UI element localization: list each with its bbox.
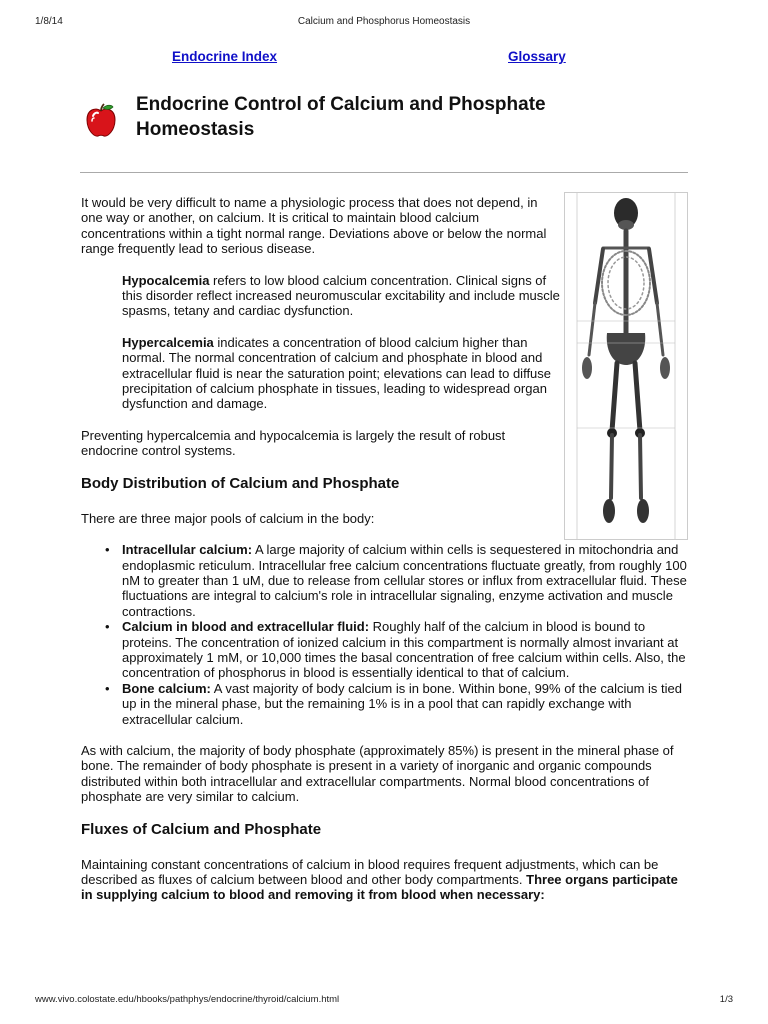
pool-text: A large majority of calcium within cells is sequestered in mitochondria and endoplasmic reticulum. Intracellular free calcium concentrations fluctuate greatly, from roughly 100 nM to greater than 1 uM, due to release from cellular stores or influx from extracellular fluid. These fluctuations are integral to calcium's role in intracellular signaling, enzyme activation and muscle contractions. [122,542,687,619]
fluxes-paragraph [81,857,689,903]
footer-url: www.vivo.colostate.edu/hbooks/pathphys/endocrine/thyroid/calcium.html [35,994,340,1005]
hypercalcemia-paragraph [122,335,562,412]
pool-text: Roughly half of the calcium in blood is bound to proteins. The concentration of ionized calcium in this compartment is normally almost invariant at approximately 1 mM, or 10,000 times the basal concentration of free calcium within cells. Also, the concentration of phosphorus in blood is essentially identical to that of calcium. [122,619,686,681]
title-divider [80,172,688,173]
hypocalcemia-term: Hypocalcemia [122,272,210,288]
fluxes-bold-text: Three organs participate in supplying calcium to blood and removing it from blood when necessary: [81,872,678,903]
intro-paragraph: It would be very difficult to name a physiologic process that does not depend, in one way or another, on calcium. It is critical to maintain blood calcium concentrations within a tight normal range. Deviations above or below the normal range frequently lead to serious disease. [81,195,547,257]
fluxes-heading: Fluxes of Calcium and Phosphate [81,820,322,838]
distribution-lead: There are three major pools of calcium in the body: [81,510,375,526]
phosphate-paragraph: As with calcium, the majority of body phosphate (approximately 85%) is present in the mineral phase of bone. The remainder of body phosphate is present in a variety of inorganic and organic compounds distributed within both intracellular and extracellular compartments. Normal blood concentrations of phosphate are very similar to calcium. [81,742,674,805]
pool-term: Calcium in blood and extracellular fluid: [122,619,370,635]
list-item: • Bone calcium: A vast majority of body calcium is in bone. Within bone, 99% of the calcium is tied up in the mineral phase, but the remaining 1% is in a pool that can rapidly exchange with extracellular calcium. [105,680,682,727]
list-item: • Calcium in blood and extracellular fluid: Roughly half of the calcium in blood is bound to proteins. The concentration of ionized calcium in this compartment is normally almost invariant at approximately 1 mM, or 10,000 times the basal concentration of free calcium within cells. Also, the concentration of phosphorus in blood is essentially identical to that of calcium. [105,619,686,681]
calcium-pools-list [81,542,689,727]
page-number: 1/3 [719,994,733,1005]
list-item: • Intracellular calcium: A large majority of calcium within cells is sequestered in mitochondria and endoplasmic reticulum. Intracellular free calcium concentrations fluctuate greatly, from roughly 100 nM to greater than 1 uM, due to release from cellular stores or influx from extracellular fluid. These fluctuations are integral to calcium's role in intracellular signaling, enzyme activation and muscle contractions. [105,542,687,619]
pool-term: Bone calcium: [122,680,211,696]
hypocalcemia-paragraph [122,273,562,319]
hypercalcemia-term: Hypercalcemia [122,334,214,350]
glossary-link[interactable]: Glossary [508,49,566,64]
print-title: Calcium and Phosphorus Homeostasis [297,16,471,27]
endocrine-index-link[interactable]: Endocrine Index [172,49,278,64]
hypocalcemia-text: refers to low blood calcium concentration. Clinical signs of this disorder reflect increased neuromuscular excitability and include muscle spasms, tetany and cardiac dysfunction. [122,272,560,319]
page-title: Endocrine Control of Calcium and Phosphate Homeostasis [136,94,546,140]
apple-icon [84,103,118,139]
pool-term: Intracellular calcium: [122,542,253,558]
hypercalcemia-text: indicates a concentration of blood calcium higher than normal. The normal concentration of calcium and phosphate in blood and extracellular fluid is near the saturation point; elevations can lead to diffuse precipitation of calcium phosphate in tissues, leading to widespread organ dysfunction and damage. [122,334,552,412]
preventing-paragraph: Preventing hypercalcemia and hypocalcemia is largely the result of robust endocrine control systems. [81,427,506,459]
print-header [0,16,768,28]
article-body [81,195,689,903]
fluxes-text: Maintaining constant concentrations of calcium in blood requires frequent adjustments, which can be described as fluxes of calcium between blood and other body compartments. [81,856,659,887]
print-date: 1/8/14 [35,16,63,27]
pool-text: A vast majority of body calcium is in bone. Within bone, 99% of the calcium is tied up in the mineral phase, but the remaining 1% is in a pool that can rapidly exchange with extracellular calcium. [122,680,682,727]
distribution-heading: Body Distribution of Calcium and Phosphate [81,474,400,492]
